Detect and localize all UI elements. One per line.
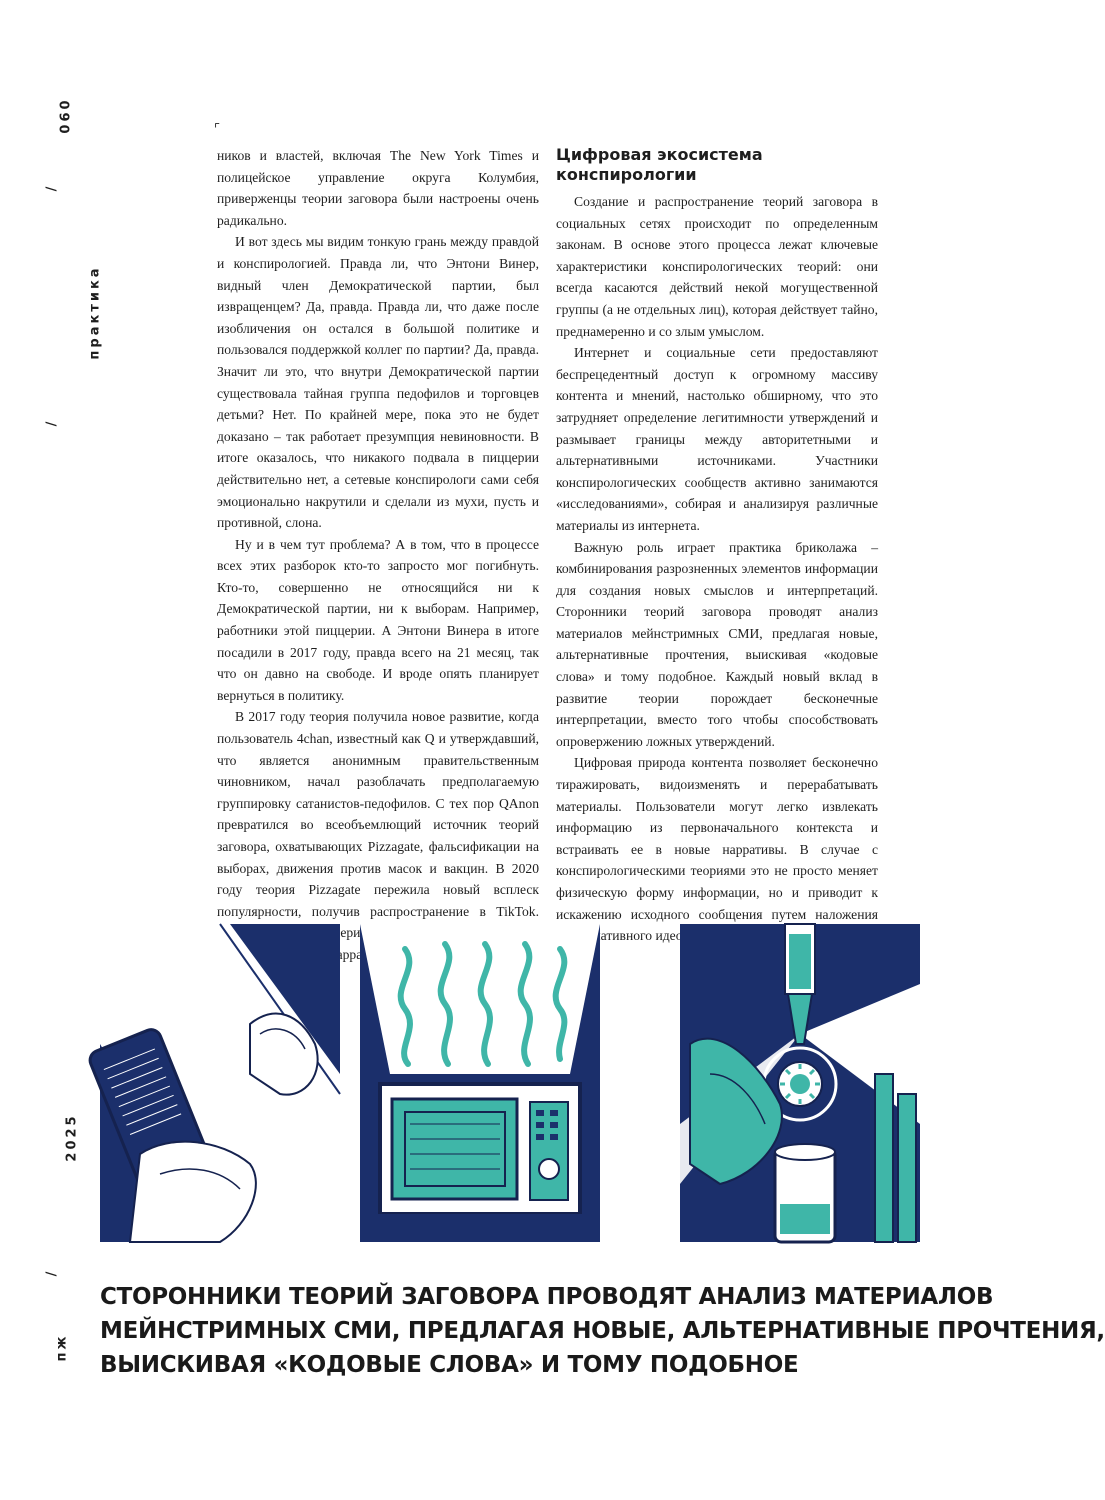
paragraph: Цифровая природа контента позволяет бесконечно тиражировать, видоизменять и перерабатывать материалы. Пользователи могут легко извлекать информацию из первоначального контекста и встраивать ее в новые нарративы. В случае с конспирологическими теориями это не просто меняет физическую форму информации, но и приводит к искажению исходного сообщения путем наложения альтернативного [556,755,878,944]
pull-quote-line: СТОРОННИКИ ТЕОРИЙ ЗАГОВОРА ПРОВОДЯТ АНАЛИЗ МАТЕРИАЛОВ [100,1284,994,1310]
pull-quote-line: ВЫИСКИВАЯ «КОДОВЫЕ СЛОВА» И ТОМУ ПОДОБНОЕ [100,1352,799,1378]
left-text-column [217,145,539,966]
paragraph: Интернет и социальные сети предоставляют беспрецедентный доступ к огромному массиву контента и мнений, настолько обширному, что это затрудняет определение легитимности утверждений и размывает границы между авторитетными и альтернативными источниками. Участники конспирологических сообществ активно занимаются «исследованиями», собирая и анализируя различные материалы из интернета. [556,345,878,533]
right-text-column [556,145,878,947]
hand-holding-phone-illustration [100,924,340,1242]
section-heading: Цифровая экосистема конспирологии [556,145,763,184]
paragraph: Создание и распространение теорий заговора в социальных сетях происходит по определенным законам. В основе этого процесса лежат ключевые характеристики конспирологических теорий: они всегда касаются действий некой могущественной группы (а не отдельных лиц), которая действует тайно, преднамеренно и со злым умыслом. [556,194,878,339]
paragraph: ников и властей, включая The New York Times и полицейское управление округа Колумбия, приверженцы теории заговора были настроены очень радикально. [217,148,539,228]
section-label: практика [87,265,103,360]
margin-rail [44,80,103,1420]
paragraph: Важную роль играет практика бриколажа – комбинирования разрозненных элементов информации для создания новых смыслов и интерпретаций. Сторонники теорий заговора проводят анализ материалов мейнстримных СМИ, предлагая новые, альтернативные прочтения, выискивая «кодовые слова» и тому подобное. Каждый новый вклад в развитие теории порождает бесконечные интерпретации, вместо того чтобы способствовать опровержению ложных утверждений. [556,539,878,749]
virus-pipette-illustration [680,924,920,1242]
continuation-arrow-icon: ⌜ [214,122,221,137]
magazine-label: пж [54,1333,70,1362]
paragraph: В 2017 году теория получила новое развитие, когда пользователь 4chan, известный как Q и утверждавший, что является анонимным правительственным чиновником, начал разоблачать предполагаемую группировку сатанистов-педофилов. С тех пор QAnon превратился во всеобъемлющий источник теорий заговора, охватывающих Pizzagate, фальсификации на выборах, движения против масок и вакцин. В 2020 году теория Pizzagate пережила новый всплеск популярности, получив распространение в TikTok. [217,709,539,919]
rail-separator: / [44,418,60,427]
rail-separator: / [44,1268,60,1277]
pull-quote-line: МЕЙНСТРИМНЫХ СМИ, ПРЕДЛАГАЯ НОВЫЕ, АЛЬТЕРНАТИВНЫЕ ПРОЧТЕНИЯ, [100,1318,1105,1344]
paragraph: И вот здесь мы видим тонкую грань между правдой и конспирологией. Правда ли, что Энтони Винер, видный член Демократической партии, был извращенцем? Да, правда. Правда ли, что даже после изобличения он остался в большой политике и пользовался поддержкой коллег по партии? Да, правда. Значит ли это, что внутри Демократической партии существовала тайная группа педофилов и торговцев детьми? Нет. По крайней мере, пока это не будет доказано – так работает презумпция невиновности. В итоге оказалось, что никакого подвала в пиццерии действительно нет, а сетевые конспирологи сами себя эмоционально накрутили и сделали из мухи, пусть и противной, слона. [217,234,539,531]
page-number: 060 [58,97,74,134]
pull-quote [100,1280,1105,1382]
paragraph: Ну и в чем тут проблема? А в том, что в процессе всех этих разборок кто-то запросто мог погибнуть. Кто-то, совершенно не относящийся ни к Демократической партии, ни к выборам. Например, работники этой пиццерии. А Энтони Винера в итоге посадили в 2017 году, правда всего на 21 месяц, так что он давно на свободе. И вроде опять планирует вернуться в политику. [217,536,539,703]
illustration-strip [100,924,922,1242]
microwave-illustration [360,924,600,1242]
rail-separator: / [44,183,60,192]
year-label: 2025 [64,1113,80,1162]
